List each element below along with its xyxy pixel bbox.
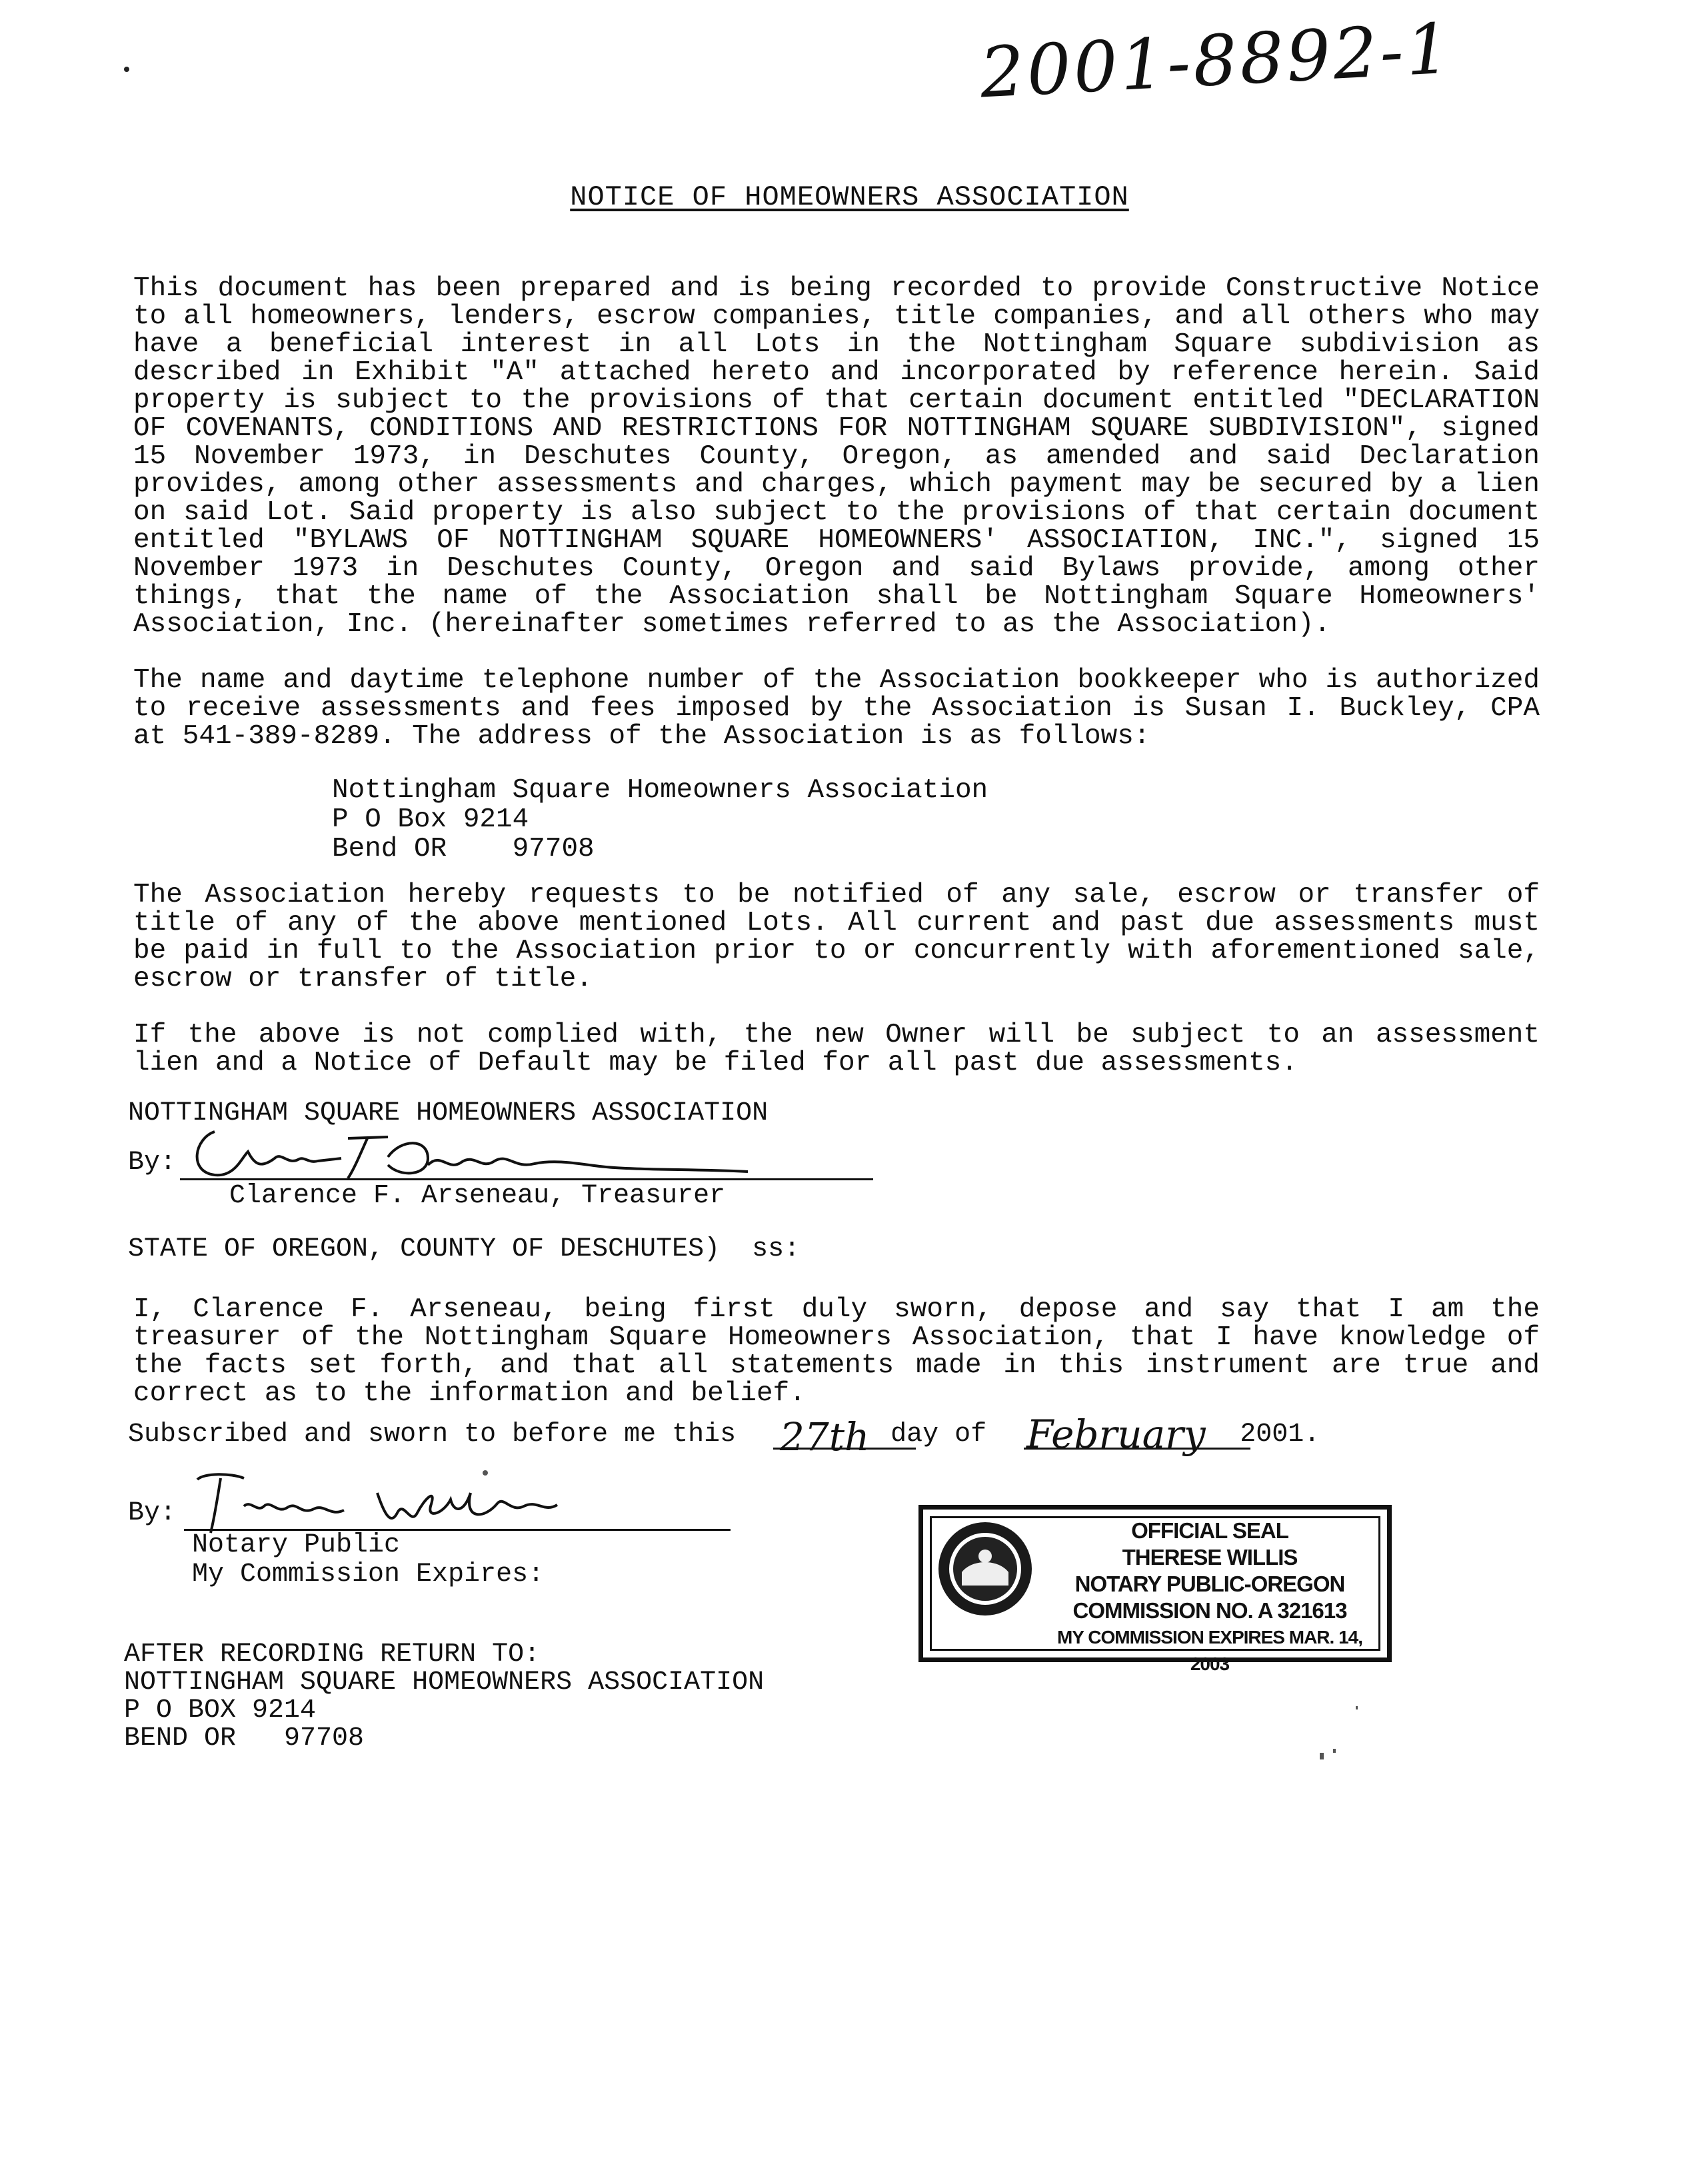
day-blank-line bbox=[773, 1448, 916, 1450]
scan-speck bbox=[124, 67, 129, 72]
handwritten-recording-number: 2001-8892-1 bbox=[978, 7, 1455, 114]
return-line: AFTER RECORDING RETURN TO: bbox=[124, 1639, 541, 1669]
scan-speck bbox=[483, 1470, 488, 1476]
scan-speck bbox=[1356, 1706, 1358, 1709]
document-title: NOTICE OF HOMEOWNERS ASSOCIATION bbox=[570, 181, 1129, 213]
jurat-middle: day of bbox=[890, 1420, 987, 1450]
request-paragraph: The Association hereby requests to be notified of any sale, escrow or transfer of title of any of the above mentioned Lots. All current and past due assessments must be paid in full to the Association prior to or concurrently with aforementioned sale, escrow or transfer of title. bbox=[133, 880, 1540, 994]
intro-paragraph: This document has been prepared and is being recorded to provide Constructive Notice to all homeowners, lenders, escrow companies, title companies, and all others who may have a beneficial interest in all Lots in the Nottingham Square subdivision as described in Exhibit "A" attached hereto and incorporated by reference herein. Said property is subject to the provisions of that certain document entitled "DECLARATION OF COVENANTS, CONDITIONS AND RESTRICTIONS FOR NOTTINGHAM SQUARE SUBDIVISION", signed 15 November 1973, in Deschutes County, Oregon, as amended and said Declaration provides, among other assessments and charges, which payment may be secured by a lien on said Lot. Said property is also subject to the provisions of that certain document entitled "BYLAWS OF NOTTINGHAM SQUARE HOMEOWNERS' ASSOCIATION, INC.", signed 15 November 1973 in Deschutes County, Oregon and said Bylaws provide, among other things, that the name of the Association shall be Nottingham Square Homeowners' Association, Inc. (hereinafter sometimes referred to as the Association). bbox=[133, 273, 1540, 640]
by-label: By: bbox=[128, 1148, 177, 1178]
affidavit-paragraph: I, Clarence F. Arseneau, being first duly sworn, depose and say that I am the treasurer of the Nottingham Square Homeowners Association, that I have knowledge of the facts set forth, and that all statements made in this instrument are true and correct as to the information and belief. bbox=[133, 1294, 1540, 1409]
default-paragraph: If the above is not complied with, the new Owner will be subject to an assessment lien and a Notice of Default may be filed for all past due assessments. bbox=[133, 1020, 1540, 1078]
notary-title: Notary Public bbox=[192, 1530, 401, 1560]
seal-line: MY COMMISSION EXPIRES MAR. 14, 2003 bbox=[1056, 1627, 1363, 1674]
address-line: Nottingham Square Homeowners Association bbox=[332, 775, 988, 806]
seal-line: THERESE WILLIS bbox=[1122, 1545, 1298, 1570]
commission-expires-label: My Commission Expires: bbox=[192, 1560, 545, 1590]
venue-line: STATE OF OREGON, COUNTY OF DESCHUTES) ss: bbox=[128, 1234, 801, 1264]
address-line: P O Box 9214 bbox=[332, 804, 529, 835]
association-address bbox=[332, 776, 988, 864]
handwritten-month: February bbox=[1026, 1412, 1206, 1457]
return-to-address bbox=[124, 1641, 764, 1753]
seal-line: COMMISSION NO. A 321613 bbox=[1072, 1598, 1347, 1623]
bookkeeper-paragraph: The name and daytime telephone number of the Association bookkeeper who is authorized to receive assessments and fees imposed by the Association is Susan I. Buckley, CPA at 541-389-8289. The address of the Association is as follows: bbox=[133, 665, 1540, 752]
state-seal-emblem bbox=[935, 1519, 1035, 1619]
seal-text bbox=[1043, 1518, 1376, 1677]
seal-line: OFFICIAL SEAL bbox=[1131, 1518, 1288, 1543]
signer-name: Clarence F. Arseneau, Treasurer bbox=[229, 1181, 726, 1211]
signature-line bbox=[180, 1178, 873, 1180]
seal-line: NOTARY PUBLIC-OREGON bbox=[1074, 1572, 1345, 1596]
notary-by-label: By: bbox=[128, 1498, 177, 1528]
notary-seal-stamp bbox=[918, 1505, 1392, 1674]
return-line: BEND OR 97708 bbox=[124, 1723, 365, 1753]
return-line: NOTTINGHAM SQUARE HOMEOWNERS ASSOCIATION bbox=[124, 1667, 765, 1697]
month-blank-line bbox=[1024, 1448, 1250, 1450]
address-line: Bend OR 97708 bbox=[332, 834, 595, 864]
jurat-year: 2001. bbox=[1240, 1420, 1320, 1450]
scan-speck bbox=[1333, 1749, 1336, 1753]
return-line: P O BOX 9214 bbox=[124, 1695, 317, 1725]
handwritten-day: 27th bbox=[780, 1414, 870, 1460]
signature-org-name: NOTTINGHAM SQUARE HOMEOWNERS ASSOCIATION bbox=[128, 1098, 769, 1128]
scan-speck bbox=[1320, 1753, 1324, 1759]
treasurer-signature bbox=[188, 1112, 854, 1185]
jurat-prefix: Subscribed and sworn to before me this bbox=[128, 1420, 737, 1450]
